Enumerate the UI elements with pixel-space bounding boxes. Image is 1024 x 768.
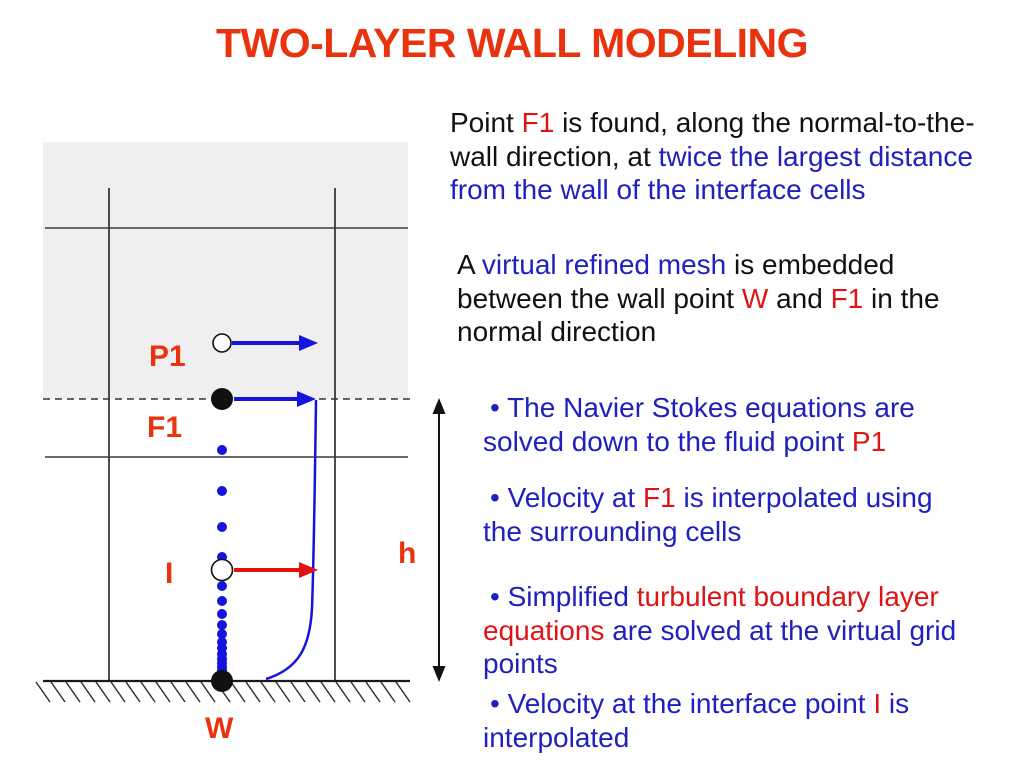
text-segment: F1 (643, 482, 676, 513)
f1-point (211, 388, 233, 410)
wall-hatch-mark (381, 682, 395, 702)
wall-hatch-mark (111, 682, 125, 702)
virtual-grid-dot (217, 596, 227, 606)
wall-hatch-mark (336, 682, 350, 702)
text-segment: F1 (521, 107, 555, 138)
h-arrowhead-bottom (433, 666, 446, 682)
text-segment: is found, along the normal-to-the-wall direction, at (450, 107, 975, 172)
slide-title: TWO-LAYER WALL MODELING (215, 20, 809, 66)
interface-label: I (165, 557, 174, 590)
wall-hatch-mark (396, 682, 410, 702)
text-segment: twice the largest distance from the wall of the interface cells (450, 140, 973, 205)
p1-point (213, 334, 231, 352)
wall-hatch-mark (96, 682, 110, 702)
h-dimension-arrow (433, 398, 446, 682)
virtual-grid-dot (217, 620, 227, 630)
wall-hatch-mark (51, 682, 65, 702)
virtual-grid-dot (217, 522, 227, 532)
wall-hatch-mark (81, 682, 95, 702)
text-segment: is interpolated using the surrounding cells (483, 482, 933, 547)
bullet-navier-stokes (483, 391, 933, 458)
boundary-layer-region (43, 142, 408, 399)
h-arrowhead-top (433, 398, 446, 414)
bullet-velocity-interface (483, 687, 938, 754)
wall-hatch-mark (126, 682, 140, 702)
p1-label: P1 (149, 340, 186, 373)
virtual-grid-dot (217, 609, 227, 619)
wall-hatch-mark (351, 682, 365, 702)
wall-hatch-mark (246, 682, 260, 702)
f1-label: F1 (147, 411, 183, 444)
text-segment: A (457, 249, 482, 280)
interface-point (212, 560, 233, 581)
bullet-turbulent-equations (483, 580, 970, 681)
text-segment: in the normal direction (457, 282, 940, 347)
virtual-grid-dot (217, 581, 227, 591)
text-segment: and (768, 282, 831, 314)
text-segment: F1 (830, 282, 864, 314)
wall-hatch-mark (156, 682, 170, 702)
paragraph-f1-definition (450, 106, 1010, 207)
wall-hatch-mark (171, 682, 185, 702)
wall-hatch-mark (66, 682, 80, 702)
wall-hatch-mark (321, 682, 335, 702)
text-segment: I (873, 688, 882, 719)
text-segment: • Simplified (490, 581, 637, 612)
text-segment: virtual refined mesh (481, 249, 727, 280)
paragraph-virtual-mesh (457, 248, 957, 349)
bullet-velocity-f1 (483, 481, 953, 548)
wall-hatch-mark (291, 682, 305, 702)
text-segment: is embedded between the wall point (457, 249, 895, 314)
wall-hatch-mark (366, 682, 380, 702)
text-segment: W (741, 282, 769, 314)
text-segment: • The Navier Stokes equations are solved down to the fluid point (483, 392, 915, 457)
wall-hatch-mark (36, 682, 50, 702)
wall-hatch-mark (231, 682, 245, 702)
text-segment: is interpolated (483, 688, 910, 753)
text-segment: turbulent boundary layer equations (483, 581, 939, 646)
wall-hatch-mark (276, 682, 290, 702)
virtual-grid-dot (217, 486, 227, 496)
text-segment: • Velocity at (490, 482, 643, 513)
wall-label: W (205, 712, 234, 745)
height-label: h (398, 537, 417, 570)
velocity-profile-curve (266, 400, 316, 679)
wall-hatch-mark (186, 682, 200, 702)
wall-hatch-mark (261, 682, 275, 702)
wall-hatch-mark (306, 682, 320, 702)
text-segment: P1 (851, 425, 887, 457)
text-segment: are solved at the virtual grid points (483, 614, 957, 679)
virtual-grid-dot (217, 445, 227, 455)
text-segment: • Velocity at the interface point (490, 688, 874, 719)
wall-hatch-mark (141, 682, 155, 702)
text-segment: Point (450, 107, 522, 138)
interface-velocity-arrow (234, 562, 318, 578)
wall-point (211, 670, 233, 692)
two-layer-wall-diagram (0, 0, 470, 768)
